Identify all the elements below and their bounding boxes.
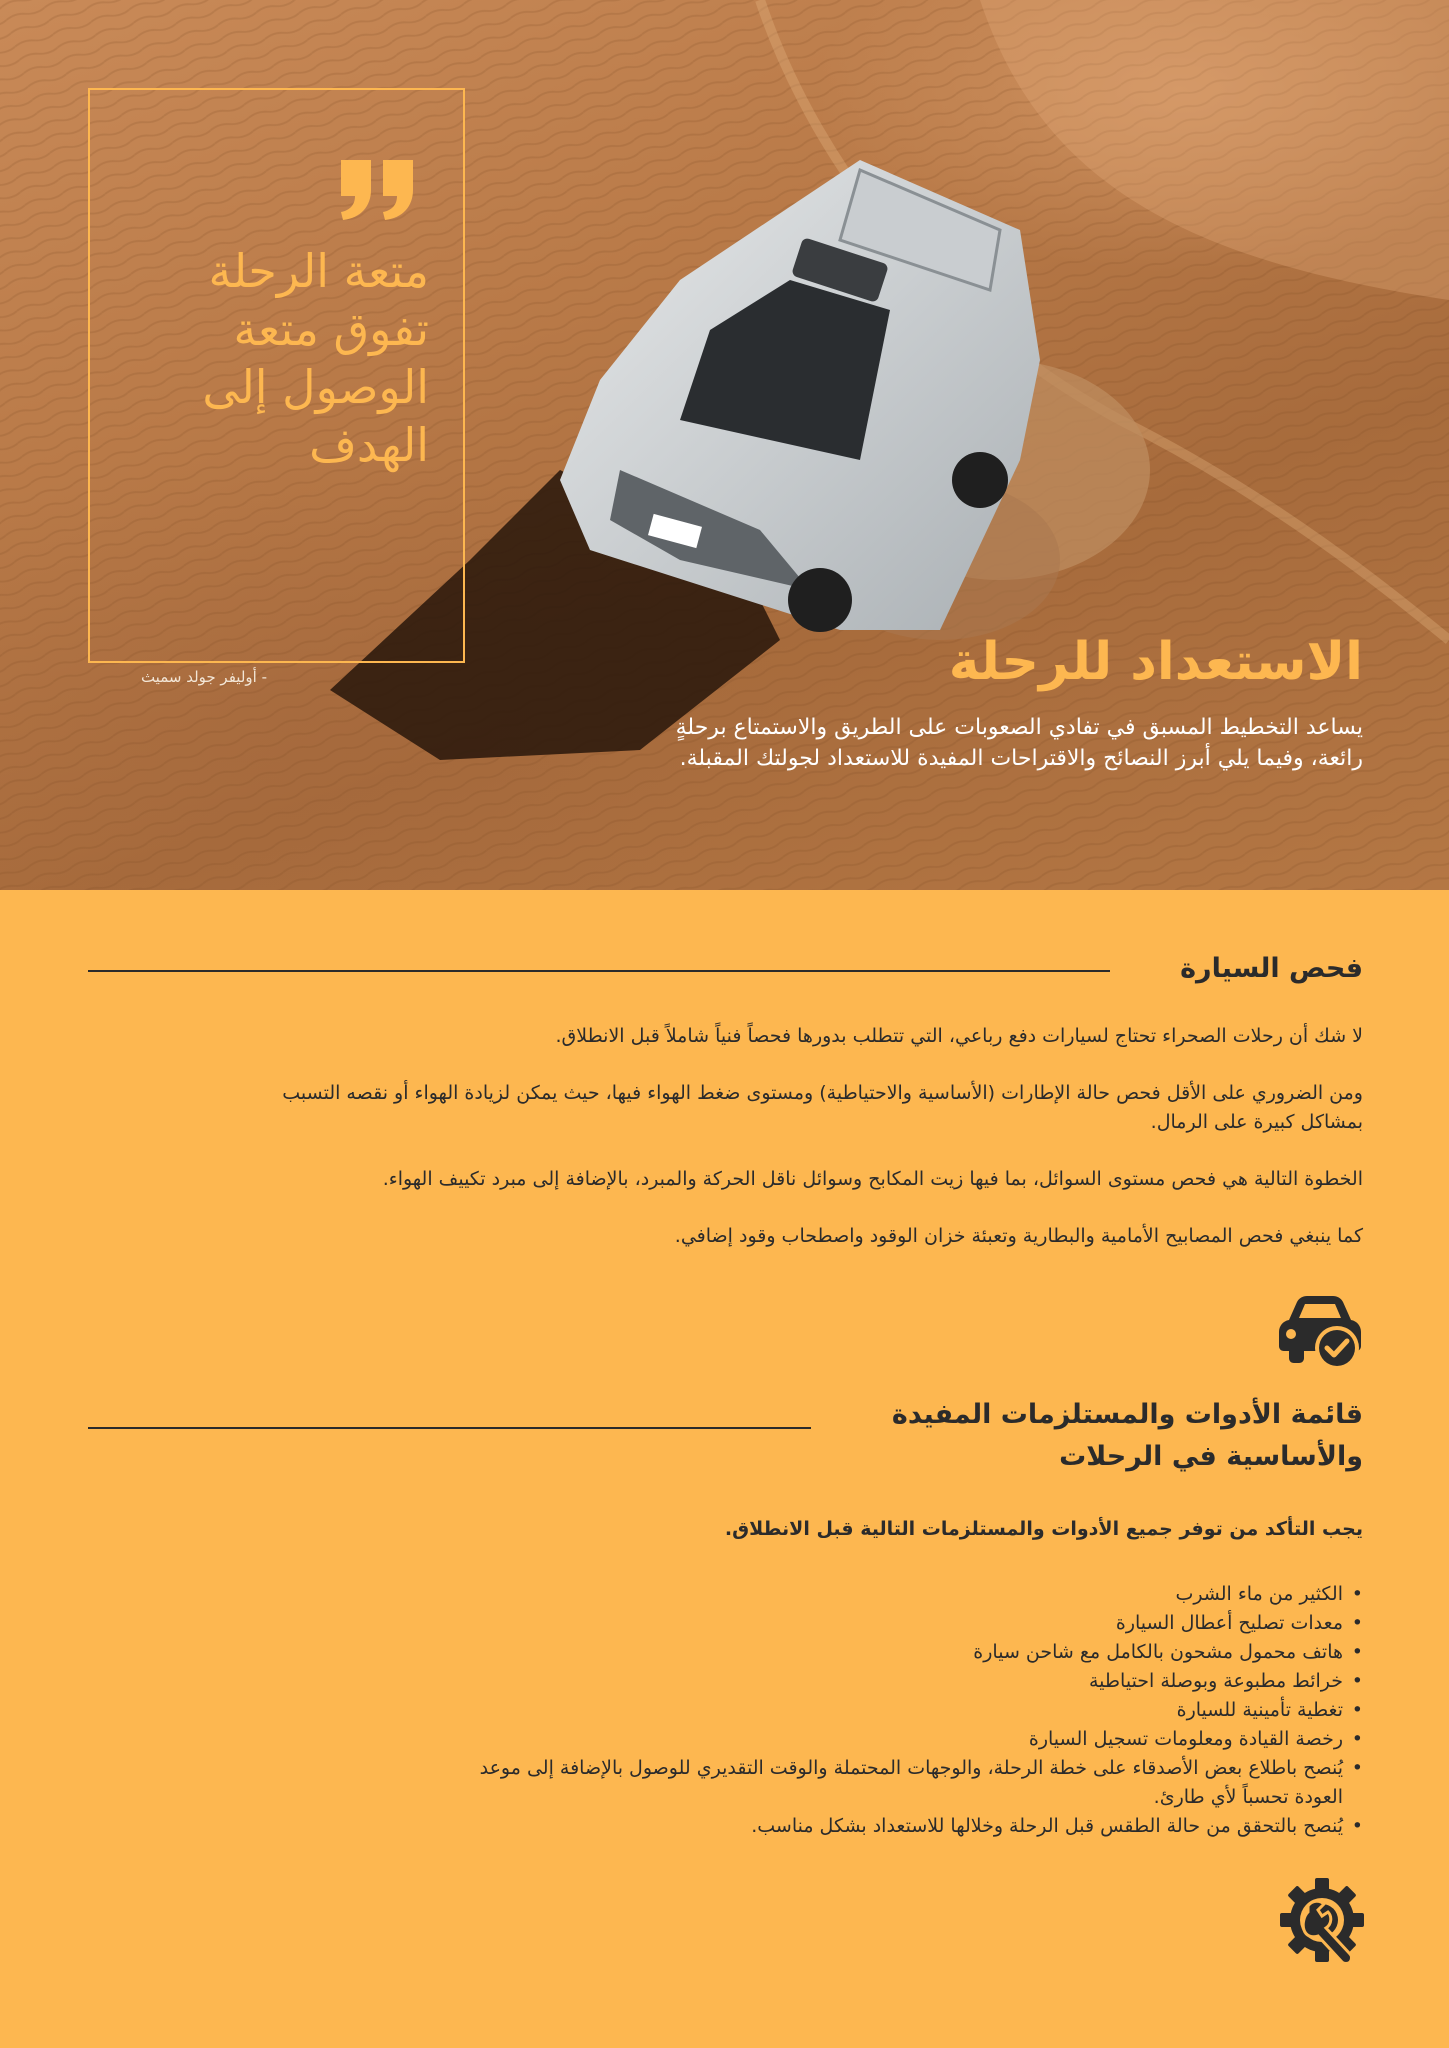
car-check-paragraph: الخطوة التالية هي فحص مستوى السوائل، بما فيها زيت المكابح وسوائل ناقل الحركة والمبرد، بالإضافة إلى مبرد تكييف الهواء. [382, 1168, 1363, 1190]
tools-divider [88, 1427, 811, 1429]
list-item: • خرائط مطبوعة وبوصلة احتياطية [463, 1667, 1363, 1696]
car-check-divider [88, 970, 1110, 972]
car-check-paragraph: كما ينبغي فحص المصابيح الأمامية والبطارية وتعبئة خزان الوقود واصطحاب وقود إضافي. [674, 1225, 1363, 1247]
list-item: • يُنصح باطلاع بعض الأصدقاء على خطة الرحلة، والوجهات المحتملة والوقت التقديري للوصول بالإضافة إلى موعد العودة تحسباً لأي طارئ. [463, 1754, 1363, 1812]
hero-description: يساعد التخطيط المسبق في تفادي الصعوبات على الطريق والاستمتاع برحلةٍ رائعة، وفيما يلي أبرز النصائح والاقتراحات المفيدة للاستعداد لجولتك المقبلة. [675, 715, 1363, 771]
quote-author: - أوليفر جولد سميث [140, 668, 267, 686]
hero-title: الاستعداد للرحلة [948, 632, 1363, 692]
list-item: • تغطية تأمينية للسيارة [463, 1696, 1363, 1725]
list-item: • معدات تصليح أعطال السيارة [463, 1609, 1363, 1638]
car-check-paragraph: لا شك أن رحلات الصحراء تحتاج لسيارات دفع رباعي، التي تتطلب بدورها فحصاً فنياً شاملاً قبل الانطلاق. [555, 1025, 1363, 1047]
tools-checklist [463, 1580, 1363, 1841]
list-item: • الكثير من ماء الشرب [463, 1580, 1363, 1609]
list-item: • يُنصح بالتحقق من حالة الطقس قبل الرحلة وخلالها للاستعداد بشكل مناسب. [463, 1812, 1363, 1841]
quote-mark-icon [335, 160, 419, 220]
quote-text: متعة الرحلة تفوق متعة الوصول إلى الهدف [202, 244, 429, 472]
quote-box [88, 88, 465, 686]
tools-lead: يجب التأكد من توفر جميع الأدوات والمستلزمات التالية قبل الانطلاق. [724, 1518, 1363, 1540]
hero-banner [0, 0, 1449, 890]
car-check-icon [1275, 1290, 1365, 1370]
gear-wrench-icon [1278, 1876, 1366, 1964]
tools-title: قائمة الأدوات والمستلزمات المفيدة والأساسية في الرحلات [891, 1399, 1363, 1472]
car-check-paragraphs [263, 1022, 1363, 1279]
car-check-title: فحص السيارة [1180, 953, 1363, 984]
car-check-paragraph: ومن الضروري على الأقل فحص حالة الإطارات (الأساسية والاحتياطية) ومستوى ضغط الهواء فيها، حيث يمكن لزيادة الهواء أو نقصه التسبب بمشاكل كبيرة على الرمال. [282, 1082, 1363, 1133]
list-item: • هاتف محمول مشحون بالكامل مع شاحن سيارة [463, 1638, 1363, 1667]
list-item: • رخصة القيادة ومعلومات تسجيل السيارة [463, 1725, 1363, 1754]
